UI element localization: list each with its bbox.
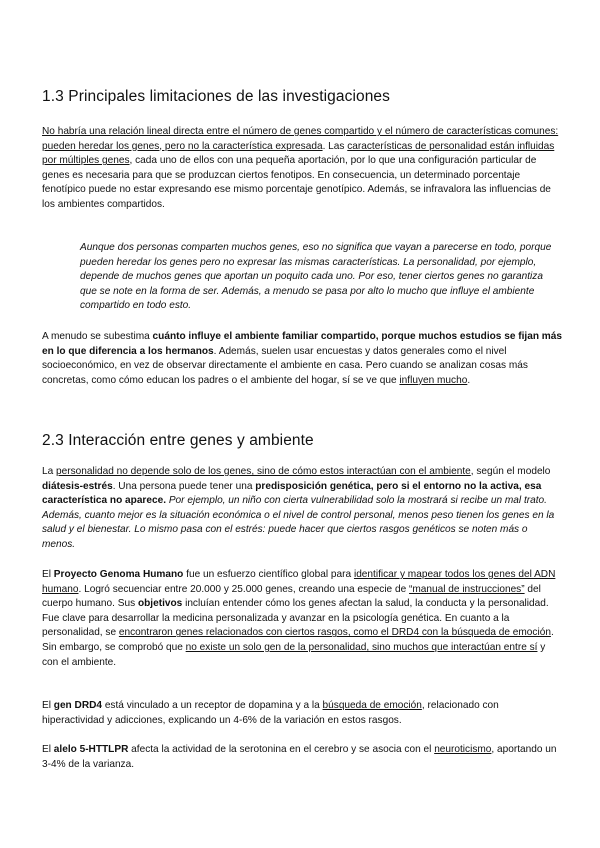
bold-text: gen DRD4 xyxy=(53,700,103,711)
paragraph-5httlpr xyxy=(42,743,562,772)
underlined-text: No habría una relación lineal directa entre el número de genes compartido y el número de características comunes: pueden heredar los genes, pero no la característica expresada xyxy=(42,126,559,152)
text-run: . xyxy=(467,374,471,386)
bold-text: Proyecto Genoma Humano xyxy=(53,569,184,580)
text-run: , relacionado con hiperactividad y adicciones, explicando un 4-6% de la variación en estos rasgos. xyxy=(42,700,499,726)
underlined-text: características de personalidad están influidas por múltiples genes xyxy=(42,140,555,167)
underlined-text: encontraron genes relacionados con ciertos rasgos, como el DRD4 con la búsqueda de emoción xyxy=(118,627,551,639)
text-run: El xyxy=(42,700,54,711)
underlined-text: “manual de instrucciones” xyxy=(409,583,525,595)
underlined-text: no existe un solo gen de la personalidad, sino muchos que interactúan entre sí xyxy=(185,641,538,653)
text-run: El xyxy=(42,744,54,755)
paragraph-shared-environment xyxy=(42,330,562,388)
text-run: , cada uno de ellos con una pequeña aportación, por lo que una configuración particular de genes es necesaria para que se produzcan ciertos fenotipos. En consecuencia, un determinado porcentaje fenotípico puede no estar expresando ese mismo porcentaje genotípico. Además, se infravalora las influencias de los ambientes compartidos. xyxy=(42,155,551,210)
text-run: La xyxy=(42,466,57,477)
text-run: , según el modelo xyxy=(470,466,551,477)
bold-text: alelo 5-HTTLPR xyxy=(53,744,129,755)
underlined-text: identificar y mapear todos los genes del ADN humano xyxy=(42,569,556,595)
text-run: incluían entender cómo los genes afectan la salud, la conducta y la personalidad. Fue clave para desarrollar la medicina personalizada y avanzar en la psicología genética. En cuanto a la personalidad, se xyxy=(42,598,549,639)
text-run: . Una persona puede tener una xyxy=(112,480,256,492)
underlined-text: influyen mucho xyxy=(399,374,468,386)
underlined-text: personalidad no depende solo de los genes, sino de cómo estos interactúan con el ambiente xyxy=(56,466,471,477)
underlined-text: neuroticismo xyxy=(434,744,492,755)
text-run: fue un esfuerzo científico global para xyxy=(183,569,354,580)
section-heading-limitations: 1.3 Principales limitaciones de las investigaciones xyxy=(42,88,390,105)
quote-block: Aunque dos personas comparten muchos genes, eso no significa que vayan a parecerse en todo, porque pueden heredar los genes pero no expresar las mismas características. La personalidad, por ejemplo, depende de muchos genes que aportan un poquito cada uno. Por eso, tener ciertos genes no garantiza que se note en la forma de ser. Además, a menudo se pasa por alto lo mucho que influye el ambiente compartido en todo esto. xyxy=(80,242,552,312)
text-run: . Las xyxy=(322,140,348,152)
text-run: . Logró secuenciar entre 20.000 y 25.000 genes, creando una especie de xyxy=(78,583,410,595)
bold-text: diátesis-estrés xyxy=(42,480,113,492)
paragraph-limitations xyxy=(42,125,562,213)
paragraph-drd4 xyxy=(42,699,562,728)
text-run: del cuerpo humano. Sus xyxy=(42,583,541,610)
text-run: y con el ambiente. xyxy=(42,641,546,668)
text-run: El xyxy=(42,569,54,580)
bold-text: cuánto influye el ambiente familiar compartido, porque muchos estudios se fijan más en lo que diferencia a los hermanos xyxy=(42,331,562,357)
bold-text: predisposición genética, pero si el entorno no la activa, esa característica no aparece. xyxy=(42,480,542,507)
text-run: afecta la actividad de la serotonina en el cerebro y se asocia con el xyxy=(128,744,435,755)
italic-text: Por ejemplo, un niño con cierta vulnerabilidad solo la mostrará si recibe un mal trato. Además, cuanto mejor es la situación económica o el nivel de control personal, menos peso tienen los genes en la salud y el bienestar. Lo mismo pasa con el estrés: puede hacer que ciertos rasgos genéticos se noten más o menos. xyxy=(42,495,555,550)
paragraph-diathesis-stress xyxy=(42,465,562,553)
section-heading-interaction: 2.3 Interacción entre genes y ambiente xyxy=(42,432,314,449)
text-run: . Sin embargo, se comprobó que xyxy=(42,627,554,653)
text-run: está vinculado a un receptor de dopamina y a la xyxy=(102,700,323,711)
underlined-text: búsqueda de emoción xyxy=(322,700,422,711)
text-run: . Además, suelen usar encuestas y datos generales como el nivel socioeconómico, en vez de observar directamente el ambiente en casa. Pero cuando se analizan cosas más concretas, como cómo educan los padres o el ambiente del hogar, sí se ve que xyxy=(42,345,528,386)
text-run: A menudo se subestima xyxy=(42,331,153,342)
text-run: , aportando un 3-4% de la varianza. xyxy=(42,744,557,770)
paragraph-genome-project xyxy=(42,568,562,670)
bold-text: objetivos xyxy=(137,598,183,610)
